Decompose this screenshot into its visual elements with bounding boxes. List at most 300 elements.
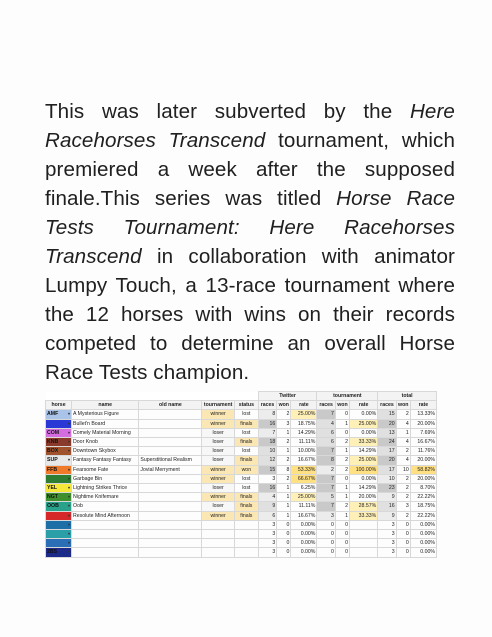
table-row [46, 530, 437, 539]
paragraph-line [45, 213, 455, 242]
status-cell: lost [234, 474, 258, 483]
horse-tag-label: COM [47, 429, 60, 436]
to-rate-cell: 28.57% [349, 502, 377, 511]
tw-won-cell: 1 [277, 493, 291, 502]
tw-won-cell: 1 [277, 428, 291, 437]
tw-rate-cell: 10.00% [291, 447, 317, 456]
horse-name-cell: Resolute Mind Afternoon [72, 511, 139, 520]
horse-name-cell: Fearsome Fate [72, 465, 139, 474]
old-name-cell [139, 428, 202, 437]
tw-races-cell: 10 [258, 447, 276, 456]
italic-title-text: Transcend [45, 245, 142, 268]
chevron-down-icon: ▾ [68, 466, 71, 472]
horse-name-cell: Lightning Strikes Thrice [72, 484, 139, 493]
tot-races-cell: 10 [378, 474, 396, 483]
to-races-cell: 4 [317, 419, 335, 428]
horse-tag-dropdown[interactable] [46, 410, 71, 418]
horse-tag-label: AMF [47, 411, 59, 418]
chevron-down-icon: ▾ [68, 439, 71, 445]
old-name-cell [139, 474, 202, 483]
table-row [46, 438, 437, 447]
tw-rate-cell: 6.25% [291, 484, 317, 493]
horse-tag-cell[interactable] [46, 548, 72, 557]
to-rate-cell [349, 539, 377, 548]
old-name-cell [139, 530, 202, 539]
table-row [46, 502, 437, 511]
tw-won-cell: 8 [277, 465, 291, 474]
horse-tag-cell[interactable] [46, 474, 72, 483]
to-won-cell: 0 [335, 474, 349, 483]
tw-rate-cell: 14.29% [291, 428, 317, 437]
horse-tag-label: BOX [47, 448, 59, 455]
tot-won-cell: 0 [396, 548, 410, 557]
tw-races-cell: 18 [258, 438, 276, 447]
to-races-cell: 7 [317, 447, 335, 456]
table-row [46, 511, 437, 520]
tot-won-cell: 10 [396, 465, 410, 474]
to-races-cell: 7 [317, 474, 335, 483]
text-run: Lumpy Touch, a 13-race tournament where [45, 274, 455, 297]
old-name-cell: Jovial Merryment [139, 465, 202, 474]
tot-rate-cell: 8.70% [410, 484, 436, 493]
to-races-cell: 5 [317, 493, 335, 502]
horse-name-cell: Door Knob [72, 438, 139, 447]
tot-won-cell: 0 [396, 530, 410, 539]
table-row [46, 419, 437, 428]
old-name-cell [139, 493, 202, 502]
tw-races-cell: 3 [258, 548, 276, 557]
tournament-cell: loser [202, 502, 235, 511]
to-races-cell: 6 [317, 438, 335, 447]
to-rate-cell: 0.00% [349, 428, 377, 437]
tw-rate-cell: 0.00% [291, 548, 317, 557]
text-run: This was later subverted by the [45, 100, 410, 123]
chevron-down-icon: ▾ [68, 531, 71, 537]
horse-tag-dropdown[interactable] [46, 530, 71, 538]
to-races-cell: 3 [317, 511, 335, 520]
to-races-cell: 0 [317, 530, 335, 539]
horse-tag-dropdown[interactable] [46, 420, 71, 428]
tot-rate-cell: 20.00% [410, 419, 436, 428]
italic-title-text: Here [409, 100, 455, 123]
table-row [46, 520, 437, 529]
table-row [46, 465, 437, 474]
horse-tag-dropdown[interactable] [46, 493, 71, 501]
horse-tag-cell[interactable] [46, 539, 72, 548]
tournament-cell: winner [202, 410, 235, 419]
tw-races-cell: 9 [258, 502, 276, 511]
horse-name-cell: Nightime Knifemare [72, 493, 139, 502]
to-races-cell: 6 [317, 428, 335, 437]
to-rate-cell: 33.33% [349, 438, 377, 447]
italic-title-text: Horse Race [336, 187, 455, 210]
to-rate-cell: 14.29% [349, 447, 377, 456]
tw-won-cell: 2 [277, 438, 291, 447]
horse-tag-cell[interactable] [46, 465, 72, 474]
twitter-group-header: Twitter [258, 392, 317, 401]
tot-rate-cell: 0.00% [410, 548, 436, 557]
to-races-cell: 2 [317, 465, 335, 474]
tournament-group-header: tournament [317, 392, 378, 401]
to-won-cell: 2 [335, 456, 349, 465]
paragraph-line [45, 358, 455, 387]
tournament-cell: loser [202, 456, 235, 465]
horse-name-cell: Bullet'n Board [72, 419, 139, 428]
tw-rate-cell: 11.11% [291, 438, 317, 447]
tw-won-cell: 2 [277, 474, 291, 483]
tw-races-cell: 7 [258, 428, 276, 437]
table-row [46, 484, 437, 493]
tw-won-cell: 2 [277, 456, 291, 465]
horse-tag-dropdown[interactable] [46, 512, 71, 520]
column-header-row [46, 401, 437, 410]
tournament-cell [202, 520, 235, 529]
horse-name-cell [72, 520, 139, 529]
status-cell: lost [234, 410, 258, 419]
to-rate-cell: 20.00% [349, 493, 377, 502]
table-row [46, 447, 437, 456]
tw-races-cell: 16 [258, 484, 276, 493]
tw-won-cell: 0 [277, 520, 291, 529]
old-name-cell [139, 502, 202, 511]
chevron-down-icon: ▾ [68, 457, 71, 463]
horse-tag-dropdown[interactable] [46, 521, 71, 529]
to-rate-cell: 100.00% [349, 465, 377, 474]
horse-tag-dropdown[interactable] [46, 438, 71, 446]
tot-races-cell: 9 [378, 493, 396, 502]
body-paragraph [45, 97, 455, 387]
tot-races-cell: 20 [378, 419, 396, 428]
to-rate-cell [349, 520, 377, 529]
table-row [46, 548, 437, 557]
tournament-cell: winner [202, 511, 235, 520]
horse-tag-label: FFB [47, 466, 58, 473]
tw-rate-cell: 0.00% [291, 539, 317, 548]
tw-races-cell: 3 [258, 520, 276, 529]
horse-tag-dropdown[interactable] [46, 548, 71, 556]
text-run: Race Tests champion. [45, 361, 250, 384]
status-cell: lost [234, 447, 258, 456]
tot-races-cell: 20 [378, 456, 396, 465]
status-cell [234, 539, 258, 548]
tot-rate-cell: 11.76% [410, 447, 436, 456]
chevron-down-icon: ▾ [68, 420, 71, 426]
column-header: rate [349, 401, 377, 410]
tournament-cell: loser [202, 484, 235, 493]
tot-races-cell: 17 [378, 465, 396, 474]
table-row [46, 410, 437, 419]
table-row [46, 456, 437, 465]
to-races-cell: 0 [317, 548, 335, 557]
horse-tag-cell[interactable] [46, 410, 72, 419]
horse-tag-cell[interactable] [46, 502, 72, 511]
table-row [46, 428, 437, 437]
to-rate-cell: 0.00% [349, 474, 377, 483]
text-run: in collaboration with animator [141, 245, 455, 268]
horse-tag-dropdown[interactable] [46, 429, 71, 437]
tw-races-cell: 3 [258, 474, 276, 483]
tot-won-cell: 2 [396, 484, 410, 493]
tw-won-cell: 0 [277, 539, 291, 548]
tot-won-cell: 3 [396, 502, 410, 511]
old-name-cell [139, 520, 202, 529]
old-name-cell [139, 410, 202, 419]
chevron-down-icon: ▾ [68, 549, 71, 555]
horse-tag-cell[interactable] [46, 456, 72, 465]
chevron-down-icon: ▾ [68, 429, 71, 435]
to-won-cell: 0 [335, 410, 349, 419]
chevron-down-icon: ▾ [68, 512, 71, 518]
tournament-cell: winner [202, 493, 235, 502]
horse-tag-dropdown[interactable] [46, 447, 71, 455]
old-name-cell [139, 511, 202, 520]
horse-tag-dropdown[interactable] [46, 456, 71, 464]
tw-rate-cell: 11.11% [291, 502, 317, 511]
tot-rate-cell: 22.22% [410, 511, 436, 520]
horse-tag-dropdown[interactable] [46, 484, 71, 492]
horse-tag-cell[interactable] [46, 511, 72, 520]
horse-name-cell: Fantasy Fantasy Fantasy [72, 456, 139, 465]
tot-races-cell: 17 [378, 447, 396, 456]
tot-won-cell: 4 [396, 438, 410, 447]
tournament-cell: loser [202, 428, 235, 437]
text-run: tournament, which [265, 129, 455, 152]
chevron-down-icon: ▾ [68, 485, 71, 491]
tot-rate-cell: 20.00% [410, 456, 436, 465]
tournament-cell [202, 530, 235, 539]
to-won-cell: 0 [335, 520, 349, 529]
paragraph-line [45, 97, 455, 126]
column-header: won [278, 402, 289, 409]
to-races-cell: 7 [317, 484, 335, 493]
horse-tag-label: OOB [47, 503, 59, 510]
horse-name-cell [72, 548, 139, 557]
old-name-cell [139, 548, 202, 557]
horse-tag-cell[interactable] [46, 520, 72, 529]
tot-won-cell: 2 [396, 410, 410, 419]
status-cell: finals [234, 456, 258, 465]
tot-rate-cell: 13.33% [410, 410, 436, 419]
table-row [46, 493, 437, 502]
status-cell: won [234, 465, 258, 474]
tw-won-cell: 3 [277, 419, 291, 428]
text-run: competed to determine an overall Horse [45, 332, 455, 355]
column-header: horse [46, 401, 72, 410]
to-rate-cell [349, 548, 377, 557]
tw-races-cell: 4 [258, 493, 276, 502]
column-header: rate [291, 401, 317, 410]
tw-rate-cell: 18.75% [291, 419, 317, 428]
to-won-cell: 2 [335, 465, 349, 474]
tot-races-cell: 3 [378, 530, 396, 539]
tot-won-cell: 2 [396, 474, 410, 483]
to-won-cell: 2 [335, 438, 349, 447]
column-header: status [234, 401, 258, 410]
tot-races-cell: 3 [378, 520, 396, 529]
to-rate-cell: 14.29% [349, 484, 377, 493]
tot-races-cell: 15 [378, 410, 396, 419]
tw-rate-cell: 25.00% [291, 410, 317, 419]
status-cell: finals [234, 493, 258, 502]
tournament-cell: loser [202, 438, 235, 447]
old-name-cell [139, 419, 202, 428]
status-cell: finals [234, 502, 258, 511]
tot-won-cell: 0 [396, 539, 410, 548]
tot-rate-cell: 0.00% [410, 530, 436, 539]
horse-tag-label: SUP [47, 457, 58, 464]
tot-races-cell: 9 [378, 511, 396, 520]
paragraph-line [45, 242, 455, 271]
tot-won-cell: 2 [396, 511, 410, 520]
tot-rate-cell: 0.00% [410, 539, 436, 548]
old-name-cell: Superstitional Realism [139, 456, 202, 465]
tot-races-cell: 13 [378, 428, 396, 437]
tw-races-cell: 16 [258, 419, 276, 428]
to-races-cell: 7 [317, 502, 335, 511]
tot-races-cell: 3 [378, 548, 396, 557]
status-cell: finals [234, 438, 258, 447]
tournament-cell: winner [202, 474, 235, 483]
tot-won-cell: 0 [396, 520, 410, 529]
horse-tag-cell[interactable] [46, 493, 72, 502]
chevron-down-icon: ▾ [68, 521, 71, 527]
to-won-cell: 1 [335, 484, 349, 493]
to-won-cell: 2 [335, 502, 349, 511]
column-header: won [398, 402, 409, 409]
tw-races-cell: 6 [258, 511, 276, 520]
horse-tag-cell[interactable] [46, 419, 72, 428]
horse-name-cell: Comely Material Morning [72, 428, 139, 437]
tournament-cell [202, 548, 235, 557]
status-cell: finals [234, 511, 258, 520]
to-won-cell: 1 [335, 493, 349, 502]
tot-rate-cell: 18.75% [410, 502, 436, 511]
status-cell: finals [234, 419, 258, 428]
horse-name-cell [72, 530, 139, 539]
horse-tag-cell[interactable] [46, 530, 72, 539]
status-cell [234, 520, 258, 529]
paragraph-line [45, 126, 455, 155]
tw-rate-cell: 53.33% [291, 465, 317, 474]
chevron-down-icon: ▾ [68, 411, 71, 417]
horse-tag-dropdown[interactable] [46, 539, 71, 547]
paragraph-line [45, 271, 455, 300]
to-rate-cell: 0.00% [349, 410, 377, 419]
old-name-cell [139, 438, 202, 447]
tot-rate-cell: 20.00% [410, 474, 436, 483]
horse-tag-label: KNB [47, 439, 59, 446]
tot-won-cell: 4 [396, 456, 410, 465]
tw-races-cell: 3 [258, 530, 276, 539]
italic-title-text: Racehorses Transcend [45, 129, 266, 152]
tot-won-cell: 2 [396, 447, 410, 456]
tw-rate-cell: 16.67% [291, 456, 317, 465]
column-header: tournament [202, 401, 235, 410]
horse-name-cell: Garbage Bin [72, 474, 139, 483]
tournament-cell: winner [202, 419, 235, 428]
horse-tag-label: NGT [47, 494, 58, 501]
to-rate-cell: 25.00% [349, 419, 377, 428]
horse-tag-cell[interactable] [46, 428, 72, 437]
old-name-cell [139, 447, 202, 456]
to-races-cell: 7 [317, 410, 335, 419]
to-rate-cell: 25.00% [349, 456, 377, 465]
column-header: races [317, 401, 335, 410]
horse-tag-cell[interactable] [46, 484, 72, 493]
tot-rate-cell: 0.00% [410, 520, 436, 529]
to-rate-cell [349, 530, 377, 539]
column-header: old name [139, 401, 202, 410]
status-cell: lost [234, 428, 258, 437]
to-won-cell: 0 [335, 548, 349, 557]
tournament-cell: winner [202, 465, 235, 474]
tw-won-cell: 2 [277, 410, 291, 419]
horse-tag-dropdown[interactable] [46, 502, 71, 510]
paragraph-line [45, 155, 455, 184]
tot-rate-cell: 16.67% [410, 438, 436, 447]
horse-name-cell [72, 539, 139, 548]
chevron-down-icon: ▾ [68, 475, 71, 481]
tot-races-cell: 16 [378, 502, 396, 511]
to-won-cell: 0 [335, 530, 349, 539]
horse-tag-dropdown[interactable] [46, 466, 71, 474]
tw-rate-cell: 0.00% [291, 520, 317, 529]
italic-title-text: Tests Tournament: Here Racehorses [45, 216, 455, 239]
to-races-cell: 8 [317, 456, 335, 465]
horse-tag-cell[interactable] [46, 438, 72, 447]
column-header: races [378, 401, 396, 410]
to-won-cell: 0 [335, 428, 349, 437]
tw-rate-cell: 0.00% [291, 530, 317, 539]
tw-won-cell: 1 [277, 484, 291, 493]
to-races-cell: 0 [317, 520, 335, 529]
tot-rate-cell: 7.69% [410, 428, 436, 437]
paragraph-line [45, 184, 455, 213]
paragraph-line [45, 329, 455, 358]
old-name-cell [139, 539, 202, 548]
horse-tag-dropdown[interactable] [46, 475, 71, 483]
old-name-cell [139, 484, 202, 493]
tot-races-cell: 3 [378, 539, 396, 548]
chevron-down-icon: ▾ [68, 494, 71, 500]
horse-tag-cell[interactable] [46, 447, 72, 456]
column-header: rate [410, 401, 436, 410]
tot-won-cell: 2 [396, 493, 410, 502]
tot-won-cell: 4 [396, 419, 410, 428]
horse-name-cell: Downtown Skybox [72, 447, 139, 456]
horse-name-cell: Oob [72, 502, 139, 511]
to-races-cell: 0 [317, 539, 335, 548]
tot-rate-cell: 58.82% [410, 465, 436, 474]
tw-won-cell: 0 [277, 530, 291, 539]
to-rate-cell: 33.33% [349, 511, 377, 520]
tournament-cell [202, 539, 235, 548]
to-won-cell: 1 [335, 447, 349, 456]
status-cell [234, 548, 258, 557]
text-run: the 12 horses with wins on their records [45, 303, 455, 326]
tw-rate-cell: 16.67% [291, 511, 317, 520]
paragraph-line [45, 300, 455, 329]
chevron-down-icon: ▾ [68, 540, 71, 546]
tw-races-cell: 12 [258, 456, 276, 465]
tot-won-cell: 1 [396, 428, 410, 437]
table-row [46, 474, 437, 483]
column-header: won [337, 402, 348, 409]
horse-tag-label: YEL [47, 485, 58, 492]
status-cell: lost [234, 484, 258, 493]
tw-won-cell: 1 [277, 511, 291, 520]
horse-stats-table [45, 391, 437, 558]
